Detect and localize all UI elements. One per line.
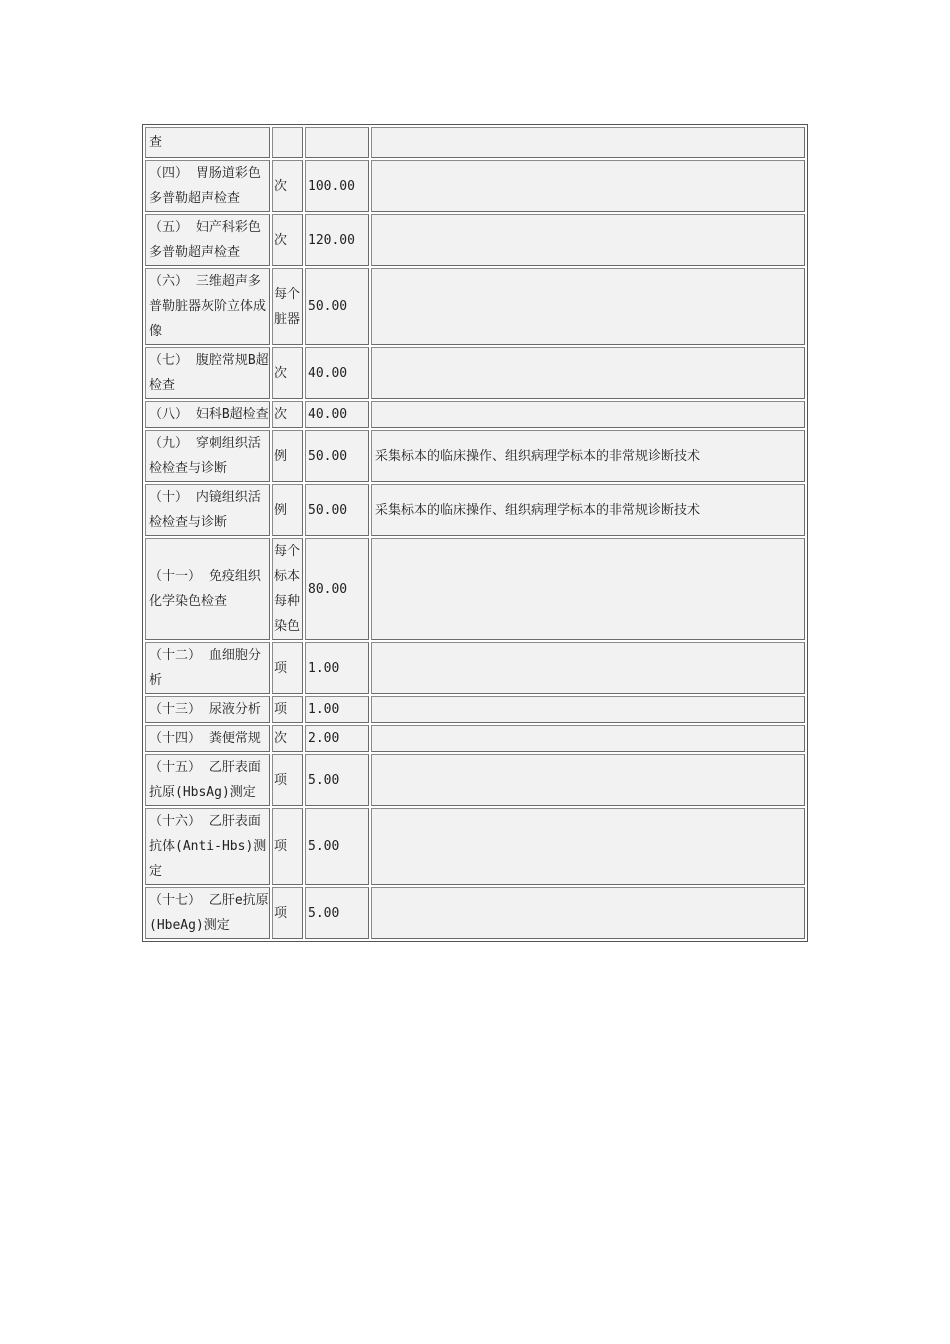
unit-cell: 项 <box>272 808 303 885</box>
price-cell: 100.00 <box>305 160 369 212</box>
item-name-cell: （七） 腹腔常规B超检查 <box>145 347 270 399</box>
note-cell <box>371 642 805 694</box>
unit-cell: 次 <box>272 347 303 399</box>
price-cell: 5.00 <box>305 808 369 885</box>
item-name-cell: （十六） 乙肝表面抗体(Anti-Hbs)测定 <box>145 808 270 885</box>
note-cell: 采集标本的临床操作、组织病理学标本的非常规诊断技术 <box>371 430 805 482</box>
table-row <box>145 268 805 345</box>
table-row <box>145 430 805 482</box>
item-name-cell: 查 <box>145 127 270 158</box>
table-row <box>145 401 805 428</box>
price-cell: 40.00 <box>305 401 369 428</box>
table-row <box>145 347 805 399</box>
unit-cell: 项 <box>272 754 303 806</box>
item-name-cell: （十一） 免疫组织化学染色检查 <box>145 538 270 640</box>
fee-table <box>142 124 808 942</box>
note-cell <box>371 754 805 806</box>
note-cell <box>371 725 805 752</box>
unit-cell: 次 <box>272 160 303 212</box>
price-cell: 50.00 <box>305 268 369 345</box>
note-cell <box>371 268 805 345</box>
item-name-cell: （六） 三维超声多普勒脏器灰阶立体成像 <box>145 268 270 345</box>
table-row <box>145 214 805 266</box>
note-cell <box>371 887 805 939</box>
note-cell <box>371 808 805 885</box>
unit-cell: 例 <box>272 430 303 482</box>
note-cell: 采集标本的临床操作、组织病理学标本的非常规诊断技术 <box>371 484 805 536</box>
table-row <box>145 887 805 939</box>
price-cell: 5.00 <box>305 754 369 806</box>
price-cell: 50.00 <box>305 484 369 536</box>
item-name-cell: （十七） 乙肝e抗原(HbeAg)测定 <box>145 887 270 939</box>
unit-cell <box>272 127 303 158</box>
table-row <box>145 725 805 752</box>
price-cell: 120.00 <box>305 214 369 266</box>
note-cell <box>371 160 805 212</box>
item-name-cell: （九） 穿刺组织活检检查与诊断 <box>145 430 270 482</box>
table-row <box>145 160 805 212</box>
note-cell <box>371 214 805 266</box>
price-cell: 2.00 <box>305 725 369 752</box>
price-cell: 80.00 <box>305 538 369 640</box>
price-cell: 50.00 <box>305 430 369 482</box>
item-name-cell: （五） 妇产科彩色多普勒超声检查 <box>145 214 270 266</box>
note-cell <box>371 347 805 399</box>
unit-cell: 每个标本每种染色 <box>272 538 303 640</box>
item-name-cell: （十四） 粪便常规 <box>145 725 270 752</box>
price-cell: 40.00 <box>305 347 369 399</box>
unit-cell: 项 <box>272 887 303 939</box>
unit-cell: 项 <box>272 696 303 723</box>
table-row <box>145 808 805 885</box>
unit-cell: 次 <box>272 725 303 752</box>
unit-cell: 次 <box>272 214 303 266</box>
note-cell <box>371 127 805 158</box>
item-name-cell: （十三） 尿液分析 <box>145 696 270 723</box>
price-cell <box>305 127 369 158</box>
table-row <box>145 538 805 640</box>
note-cell <box>371 538 805 640</box>
table-row <box>145 696 805 723</box>
price-cell: 1.00 <box>305 696 369 723</box>
item-name-cell: （十五） 乙肝表面抗原(HbsAg)测定 <box>145 754 270 806</box>
item-name-cell: （十） 内镜组织活检检查与诊断 <box>145 484 270 536</box>
unit-cell: 例 <box>272 484 303 536</box>
unit-cell: 次 <box>272 401 303 428</box>
table-row <box>145 127 805 158</box>
unit-cell: 项 <box>272 642 303 694</box>
note-cell <box>371 696 805 723</box>
table-row <box>145 484 805 536</box>
item-name-cell: （八） 妇科B超检查 <box>145 401 270 428</box>
table-row <box>145 642 805 694</box>
price-cell: 1.00 <box>305 642 369 694</box>
item-name-cell: （十二） 血细胞分析 <box>145 642 270 694</box>
table-row <box>145 754 805 806</box>
price-cell: 5.00 <box>305 887 369 939</box>
note-cell <box>371 401 805 428</box>
unit-cell: 每个脏器 <box>272 268 303 345</box>
item-name-cell: （四） 胃肠道彩色多普勒超声检查 <box>145 160 270 212</box>
